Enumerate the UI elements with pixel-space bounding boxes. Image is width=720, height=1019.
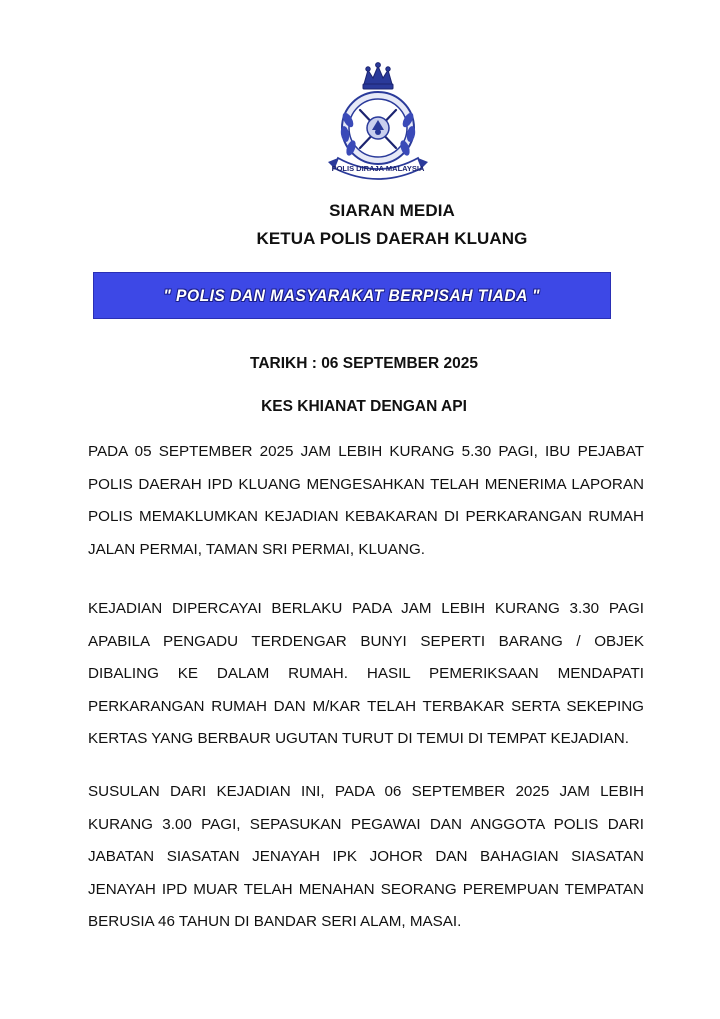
- paragraph-3: [88, 776, 644, 939]
- page-subtitle: KETUA POLIS DAERAH KLUANG: [256, 229, 528, 248]
- paragraph-line: DIBALING KE DALAM RUMAH. HASIL PEMERIKSAAN MENDAPATI: [88, 665, 644, 682]
- paragraph-line: BERUSIA 46 TAHUN DI BANDAR SERI ALAM, MASAI.: [88, 913, 462, 930]
- motto-banner: [93, 272, 611, 319]
- release-date: [0, 355, 720, 373]
- paragraph-line: JENAYAH IPD MUAR TELAH MENAHAN SEORANG PEREMPUAN TEMPATAN: [88, 880, 644, 898]
- paragraph-line: POLIS MEMAKLUMKAN KEJADIAN KEBAKARAN DI PERKARANGAN RUMAH: [88, 508, 644, 525]
- paragraph-line: KERTAS YANG BERBAUR UGUTAN TURUT DI TEMUI DI TEMPAT KEJADIAN.: [88, 730, 629, 747]
- paragraph-2: [88, 593, 644, 756]
- paragraph-line: PERKARANGAN RUMAH DAN M/KAR TELAH TERBAKAR SERTA SEKEPING: [88, 697, 644, 715]
- paragraph-1: [88, 436, 644, 566]
- case-title-text: KES KHIANAT DENGAN API: [261, 398, 467, 415]
- paragraph-line: POLIS DAERAH IPD KLUANG MENGESAHKAN TELAH MENERIMA LAPORAN: [88, 475, 644, 493]
- paragraph-line: SUSULAN DARI KEJADIAN INI, PADA 06 SEPTEMBER 2025 JAM LEBIH: [88, 783, 644, 800]
- paragraph-line: KURANG 3.00 PAGI, SEPASUKAN PEGAWAI DAN ANGGOTA POLIS DARI: [88, 815, 644, 833]
- svg-text:POLIS DIRAJA MALAYSIA: POLIS DIRAJA MALAYSIA: [331, 164, 425, 173]
- paragraph-line: PADA 05 SEPTEMBER 2025 JAM LEBIH KURANG 5.30 PAGI, IBU PEJABAT: [88, 443, 644, 460]
- motto-text: " POLIS DAN MASYARAKAT BERPISAH TIADA ": [163, 285, 541, 305]
- case-title: [0, 398, 720, 416]
- paragraph-line: JALAN PERMAI, TAMAN SRI PERMAI, KLUANG.: [88, 540, 426, 558]
- paragraph-line: JABATAN SIASATAN JENAYAH IPK JOHOR DAN BAHAGIAN SIASATAN: [88, 848, 644, 865]
- paragraph-line: KEJADIAN DIPERCAYAI BERLAKU PADA JAM LEBIH KURANG 3.30 PAGI: [88, 600, 644, 617]
- page-title: SIARAN MEDIA: [329, 201, 455, 220]
- paragraph-line: APABILA PENGADU TERDENGAR BUNYI SEPERTI BARANG / OBJEK: [88, 632, 644, 650]
- polis-diraja-malaysia-crest-icon: [318, 58, 438, 182]
- release-date-text: TARIKH : 06 SEPTEMBER 2025: [250, 355, 478, 372]
